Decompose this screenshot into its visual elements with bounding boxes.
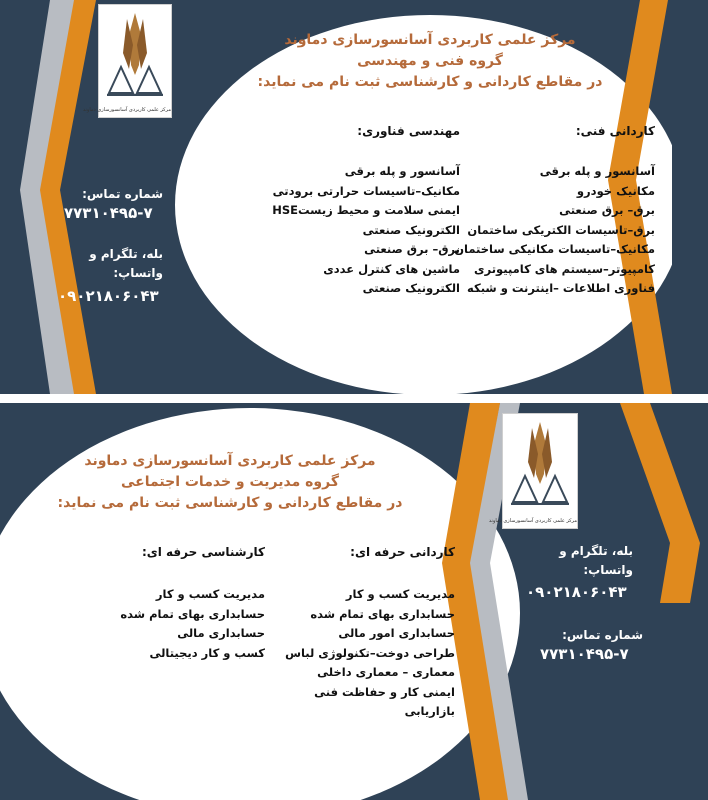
col-right-list <box>270 585 455 722</box>
list-item: ایمنی کار و حفاظت فنی <box>314 684 455 699</box>
mobile-number: ۰۹۰۲۱۸۰۶۰۴۳ <box>526 583 627 601</box>
col-right-heading: کاردانی فنی: <box>575 124 655 138</box>
registration-intro: در مقاطع کاردانی و کارشناسی ثبت نام می نماید: <box>57 495 403 511</box>
list-item: مکانیک–تاسیسات مکانیکی ساختمان <box>454 242 655 256</box>
list-item: برق– برق صنعتی <box>559 203 655 217</box>
phone-number: ۷۷۳۱۰۴۹۵-۷ <box>540 645 629 663</box>
list-item: معماری – معماری داخلی <box>317 665 455 679</box>
logo-emblem-icon <box>99 5 171 105</box>
phone-label: شماره تماس: <box>82 187 163 201</box>
col-left-list <box>70 585 265 663</box>
list-item: برق–تاسیسات الکتریکی ساختمان <box>467 222 655 237</box>
col-left-heading: کارشناسی حرفه ای: <box>141 545 265 559</box>
title-block <box>210 30 650 93</box>
registration-intro: در مقاطع کاردانی و کارشناسی ثبت نام می نماید: <box>257 74 603 90</box>
logo-caption: مرکز علمی کاربردی آسانسورسازی دماوند <box>488 518 577 524</box>
institute-title: مرکز علمی کاربردی آسانسورسازی دماوند <box>284 32 576 48</box>
list-item: حسابداری امور مالی <box>338 626 455 640</box>
list-item: حسابداری مالی <box>177 626 265 640</box>
list-item: آسانسور و پله برقی <box>539 164 655 178</box>
logo-emblem-icon <box>503 414 577 514</box>
institute-title: مرکز علمی کاربردی آسانسورسازی دماوند <box>84 453 376 469</box>
list-item: الکترونیک صنعتی <box>362 281 460 295</box>
messenger-label-line1: بله، تلگرام و <box>559 544 633 558</box>
list-item: بازاریابی <box>404 704 455 718</box>
list-item: کامپیوتر–سیستم های کامپیوتری <box>474 261 655 276</box>
list-item: مکانیک خودرو <box>576 183 655 198</box>
list-item: حسابداری بهای تمام شده <box>120 606 265 621</box>
card-divider <box>0 394 708 403</box>
list-item: مدیریت کسب و کار <box>155 587 265 601</box>
phone-number: ۷۷۳۱۰۴۹۵-۷ <box>64 204 153 222</box>
card-management <box>0 403 708 800</box>
title-block <box>40 451 420 514</box>
messenger-label-line2: واتساپ: <box>113 266 163 280</box>
list-item: حسابداری بهای تمام شده <box>310 606 455 621</box>
list-item: مدیریت کسب و کار <box>345 587 455 601</box>
list-item: طراحی دوخت–تکنولوژی لباس <box>285 645 455 660</box>
col-left-list <box>240 162 460 299</box>
list-item: الکترونیک صنعتی <box>362 222 460 237</box>
messenger-label-line2: واتساپ: <box>583 563 633 577</box>
group-subtitle: گروه مدیریت و خدمات اجتماعی <box>121 474 339 490</box>
list-item: فناوری اطلاعات –اینترنت و شبکه <box>467 281 655 295</box>
group-subtitle: گروه فنی و مهندسی <box>357 53 503 69</box>
list-item: آسانسور و پله برقی <box>344 164 460 178</box>
list-item: مکانیک–تاسیسات حرارتی برودتی <box>272 183 460 198</box>
list-item: ماشین های کنترل عددی <box>323 261 460 276</box>
mobile-number: ۰۹۰۲۱۸۰۶۰۴۳ <box>58 287 159 305</box>
logo-caption: مرکز علمی کاربردی آسانسورسازی دماوند <box>82 107 171 113</box>
card-engineering <box>0 0 708 394</box>
institute-logo <box>488 413 578 529</box>
list-item: کسب و کار دیجیتالی <box>149 645 265 660</box>
col-right-list <box>454 162 655 299</box>
phone-label: شماره تماس: <box>562 628 643 642</box>
institute-logo <box>82 4 172 118</box>
list-item: ایمنی سلامت و محیط زیستHSE <box>272 203 460 217</box>
list-item: برق– برق صنعتی <box>364 242 460 256</box>
col-right-heading: کاردانی حرفه ای: <box>350 545 455 559</box>
messenger-label-line1: بله، تلگرام و <box>89 247 163 261</box>
col-left-heading: مهندسی فناوری: <box>357 124 460 138</box>
